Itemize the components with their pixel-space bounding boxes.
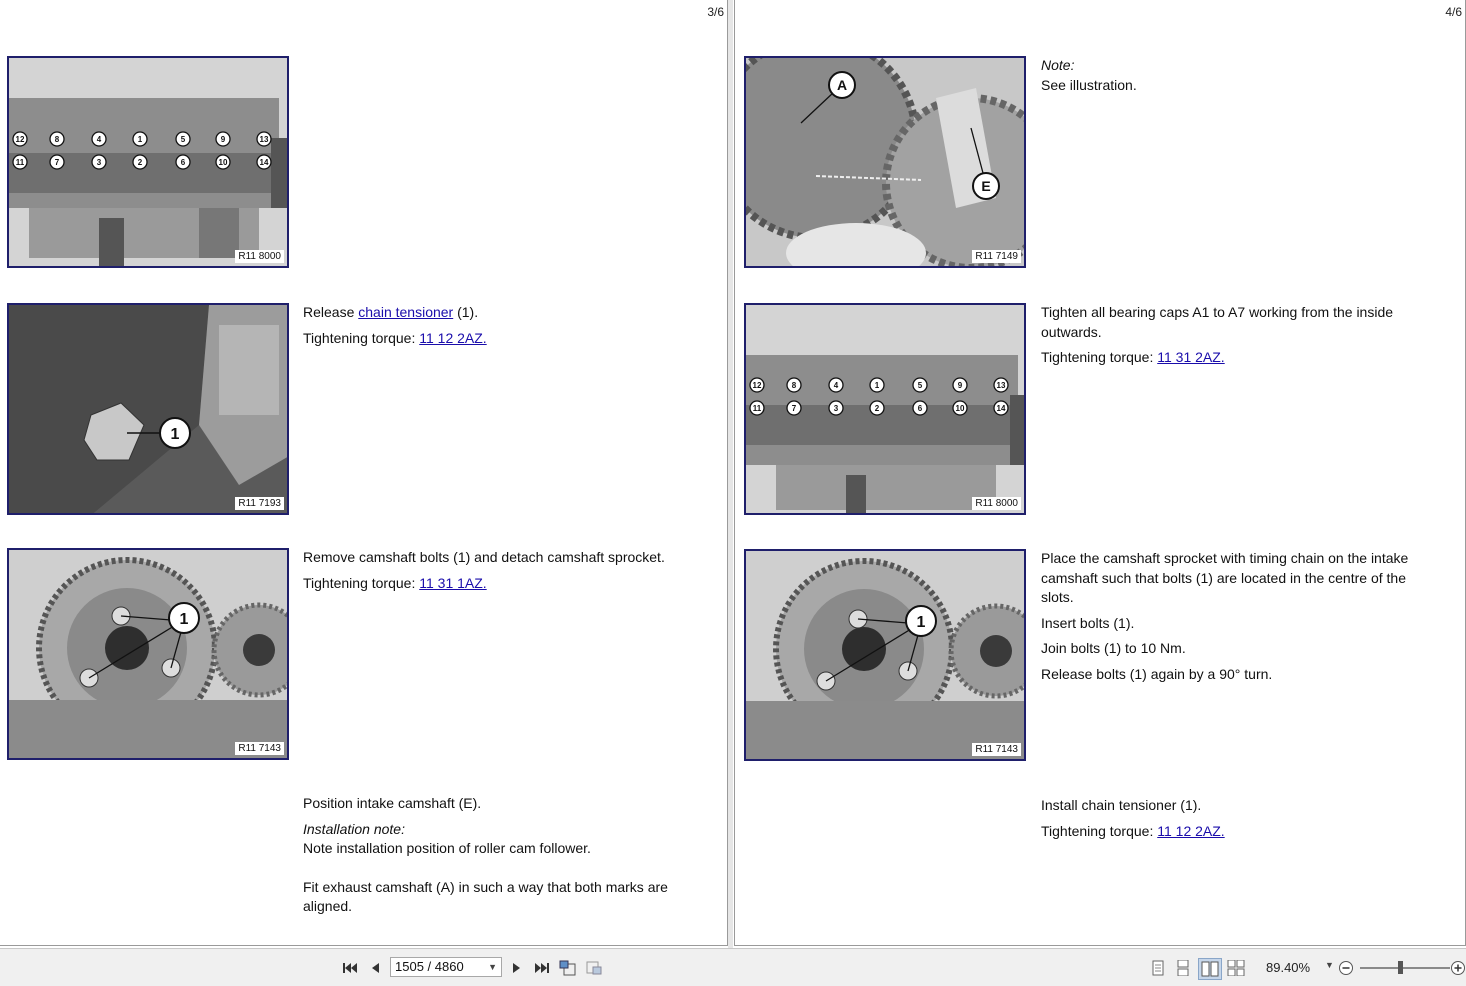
zoom-level[interactable]: 89.40% xyxy=(1266,960,1311,975)
zoom-slider-track[interactable] xyxy=(1360,967,1450,969)
continuous-facing-view-icon[interactable] xyxy=(1226,958,1246,978)
step-text: (1). xyxy=(453,304,479,320)
page-number: 4/6 xyxy=(1445,5,1462,19)
step-text: Join bolts (1) to 10 Nm. xyxy=(1041,640,1186,656)
first-page-icon[interactable] xyxy=(340,958,360,978)
callout-label: 3 xyxy=(96,158,102,167)
previous-page-icon[interactable] xyxy=(365,958,385,978)
callout-label: 4 xyxy=(96,135,102,144)
callout-label: 7 xyxy=(791,404,797,413)
figure-reference: R11 7193 xyxy=(235,497,284,510)
camshaft-sprocket-illustration xyxy=(746,551,1026,761)
step-release-chain-tensioner xyxy=(303,303,703,354)
chevron-down-icon[interactable]: ▼ xyxy=(1325,960,1334,970)
torque-spec-link[interactable]: 11 31 2AZ. xyxy=(1157,349,1225,365)
figure-chain-tensioner xyxy=(7,303,289,515)
torque-spec-link[interactable]: 11 31 1AZ. xyxy=(419,574,487,591)
callout-label: 1 xyxy=(137,135,143,144)
figure-reference: R11 8000 xyxy=(235,250,284,263)
step-text: Remove camshaft bolts (1) and detach camshaft sprocket. xyxy=(303,549,665,565)
torque-label: Tightening torque: xyxy=(303,574,420,591)
step-tighten-bearing-caps xyxy=(1041,303,1441,374)
figure-camshaft-sprocket xyxy=(744,549,1026,761)
torque-label: Tightening torque: xyxy=(1041,349,1158,365)
step-text: Tighten all bearing caps A1 to A7 working from the inside outwards. xyxy=(1041,304,1394,340)
figure-reference: R11 8000 xyxy=(972,497,1021,510)
continuous-view-icon[interactable] xyxy=(1173,958,1193,978)
step-text: Release bolts (1) again by a 90° turn. xyxy=(1041,665,1273,682)
torque-spec-link[interactable]: 11 12 2AZ. xyxy=(419,329,487,346)
callout-label: 6 xyxy=(180,158,186,167)
step-text: Insert bolts (1). xyxy=(1041,614,1135,631)
figure-reference: R11 7149 xyxy=(972,250,1021,263)
last-page-icon[interactable] xyxy=(532,958,552,978)
page-number-field[interactable] xyxy=(390,957,502,977)
callout-label: 8 xyxy=(791,381,797,390)
right-page xyxy=(734,0,1466,946)
step-install-chain-tensioner xyxy=(1041,796,1441,847)
step-text: Release xyxy=(303,304,359,320)
page-number: 3/6 xyxy=(707,5,724,19)
page-gutter xyxy=(728,0,733,948)
callout-label: 1 xyxy=(170,426,180,443)
callout-label: 8 xyxy=(54,135,60,144)
callout-label: 11 xyxy=(15,158,25,167)
go-forward-icon[interactable] xyxy=(584,958,604,978)
step-text: Position intake camshaft (E). xyxy=(303,795,482,811)
zoom-slider-thumb[interactable] xyxy=(1398,961,1403,974)
note-see-illustration xyxy=(1041,56,1441,101)
note-text: See illustration. xyxy=(1041,76,1137,93)
callout-label: 5 xyxy=(180,135,186,144)
viewer-toolbar xyxy=(0,948,1466,986)
camshaft-gears-illustration xyxy=(746,58,1026,268)
callout-label: 1 xyxy=(916,614,926,631)
step-text: Place the camshaft sprocket with timing chain on the intake camshaft such that bolts (1) are located in the centre of the slots. xyxy=(1041,550,1409,605)
next-page-icon[interactable] xyxy=(507,958,527,978)
figure-camshaft-sprocket xyxy=(7,548,289,760)
note-title: Note: xyxy=(1041,57,1075,73)
callout-label: 11 xyxy=(752,404,762,413)
go-back-icon[interactable] xyxy=(558,958,578,978)
zoom-out-icon[interactable] xyxy=(1336,958,1356,978)
torque-spec-link[interactable]: 11 12 2AZ. xyxy=(1157,822,1225,839)
callout-label: E xyxy=(981,178,991,194)
callout-label: 10 xyxy=(955,404,965,413)
callout-label: 1 xyxy=(874,381,880,390)
callout-label: 9 xyxy=(220,135,226,144)
figure-camshaft-gears xyxy=(744,56,1026,268)
figure-reference: R11 7143 xyxy=(972,743,1021,756)
zoom-in-icon[interactable] xyxy=(1450,958,1466,978)
step-text: Install chain tensioner (1). xyxy=(1041,797,1202,813)
installation-note-text: Note installation position of roller cam follower. xyxy=(303,840,591,856)
camshaft-sprocket-illustration xyxy=(9,550,289,760)
callout-label: 2 xyxy=(874,404,880,413)
callout-label: 13 xyxy=(996,381,1006,390)
single-page-view-icon[interactable] xyxy=(1148,958,1168,978)
figure-cylinder-head xyxy=(744,303,1026,515)
callout-label: 12 xyxy=(752,381,762,390)
chain-tensioner-link[interactable]: chain tensioner xyxy=(358,304,454,320)
cylinder-head-illustration xyxy=(746,305,1026,515)
left-page xyxy=(0,0,728,946)
torque-label: Tightening torque: xyxy=(303,329,420,346)
facing-pages-view-icon[interactable] xyxy=(1198,958,1222,980)
callout-label: 13 xyxy=(259,135,269,144)
callout-label: 14 xyxy=(996,404,1006,413)
cylinder-head-illustration xyxy=(9,58,289,268)
callout-label: 3 xyxy=(833,404,839,413)
callout-label: 1 xyxy=(179,611,189,628)
chain-tensioner-illustration xyxy=(9,305,289,515)
callout-label: 12 xyxy=(15,135,25,144)
callout-label: 7 xyxy=(54,158,60,167)
callout-label: 4 xyxy=(833,381,839,390)
chevron-down-icon[interactable]: ▼ xyxy=(488,962,497,972)
callout-label: 14 xyxy=(259,158,269,167)
callout-label: A xyxy=(836,77,848,93)
torque-label: Tightening torque: xyxy=(1041,822,1158,839)
callout-label: 6 xyxy=(917,404,923,413)
page-number-value: 1505 / 4860 xyxy=(395,959,464,974)
figure-cylinder-head xyxy=(7,56,289,268)
step-text: Fit exhaust camshaft (A) in such a way that both marks are aligned. xyxy=(303,878,668,914)
step-place-camshaft-sprocket xyxy=(1041,549,1441,690)
step-remove-camshaft-bolts xyxy=(303,548,713,599)
figure-reference: R11 7143 xyxy=(235,742,284,755)
callout-label: 2 xyxy=(137,158,143,167)
callout-label: 5 xyxy=(917,381,923,390)
callout-label: 9 xyxy=(957,381,963,390)
installation-note-title: Installation note: xyxy=(303,820,405,837)
step-position-intake-camshaft xyxy=(303,794,698,923)
callout-label: 10 xyxy=(218,158,228,167)
